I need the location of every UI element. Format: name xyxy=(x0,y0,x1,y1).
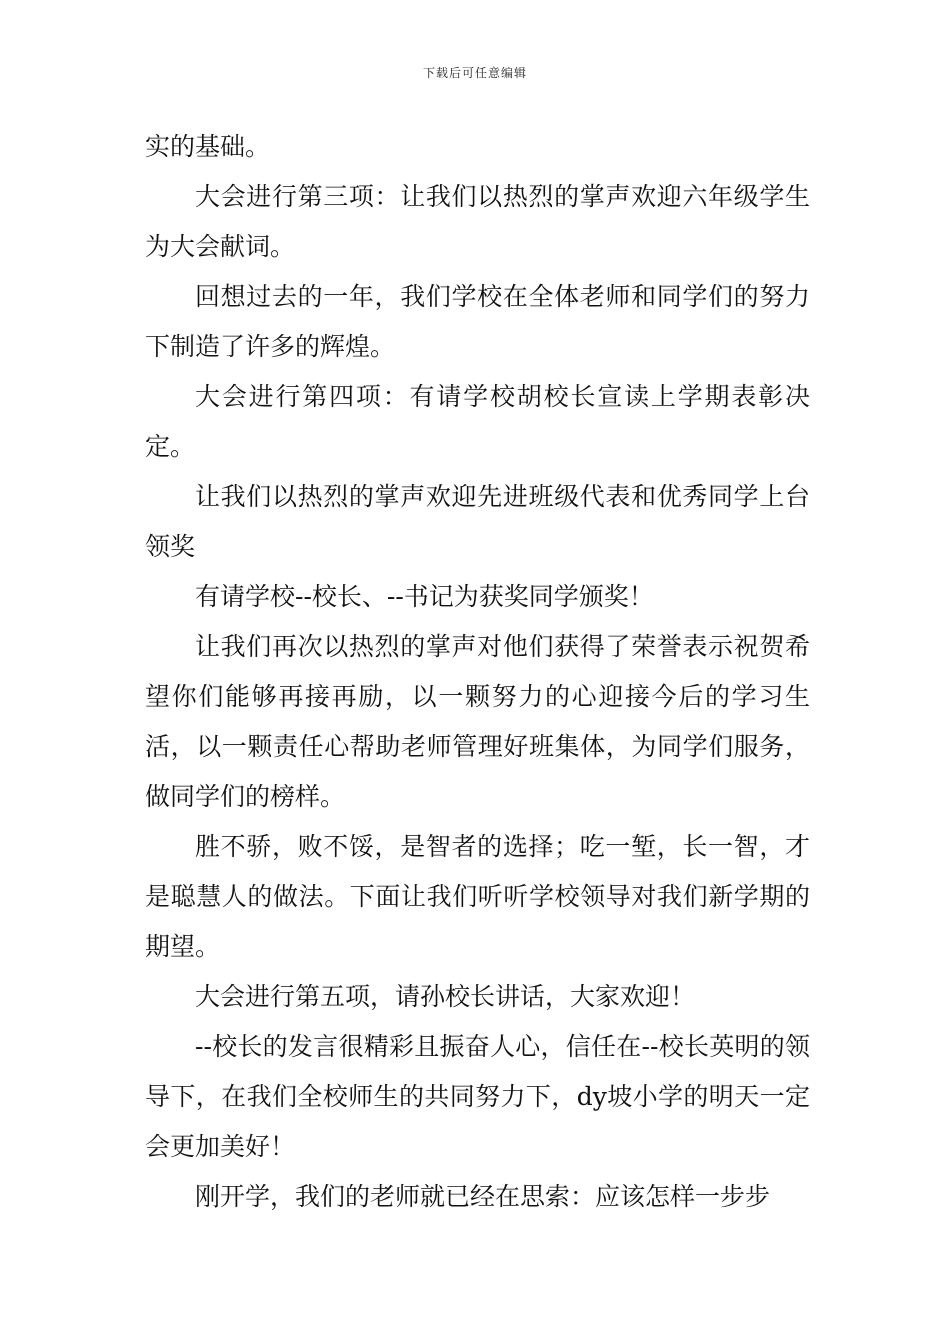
paragraph-2: 大会进行第三项：让我们以热烈的掌声欢迎六年级学生为大会献词。 xyxy=(145,182,810,261)
paragraph-10: --校长的发言很精彩且振奋人心，信任在--校长英明的领导下，在我们全校师生的共同努力下，dy坡小学的明天一定会更加美好！ xyxy=(145,1032,810,1161)
paragraph-11: 刚开学，我们的老师就已经在思索：应该怎样一步步 xyxy=(195,1182,771,1211)
paragraph-7: 让我们再次以热烈的掌声对他们获得了荣誉表示祝贺希望你们能够再接再励，以一颗努力的心迎接今后的学习生活，以一颗责任心帮助老师管理好班集体，为同学们服务，做同学们的榜样。 xyxy=(145,632,810,811)
document-body xyxy=(145,122,810,1222)
paragraph-5: 让我们以热烈的掌声欢迎先进班级代表和优秀同学上台领奖 xyxy=(145,482,810,561)
paragraph-8: 胜不骄，败不馁，是智者的选择；吃一堑，长一智，才是聪慧人的做法。下面让我们听听学校领导对我们新学期的期望。 xyxy=(145,832,810,961)
paragraph-9: 大会进行第五项，请孙校长讲话，大家欢迎！ xyxy=(195,982,696,1011)
paragraph-1: 实的基础。 xyxy=(145,132,271,161)
page-header: 下载后可任意编辑 xyxy=(422,66,527,80)
paragraph-3: 回想过去的一年，我们学校在全体老师和同学们的努力下制造了许多的辉煌。 xyxy=(145,282,810,361)
paragraph-6: 有请学校--校长、--书记为获奖同学颁奖！ xyxy=(195,582,654,611)
paragraph-4: 大会进行第四项：有请学校胡校长宣读上学期表彰决定。 xyxy=(145,382,810,461)
